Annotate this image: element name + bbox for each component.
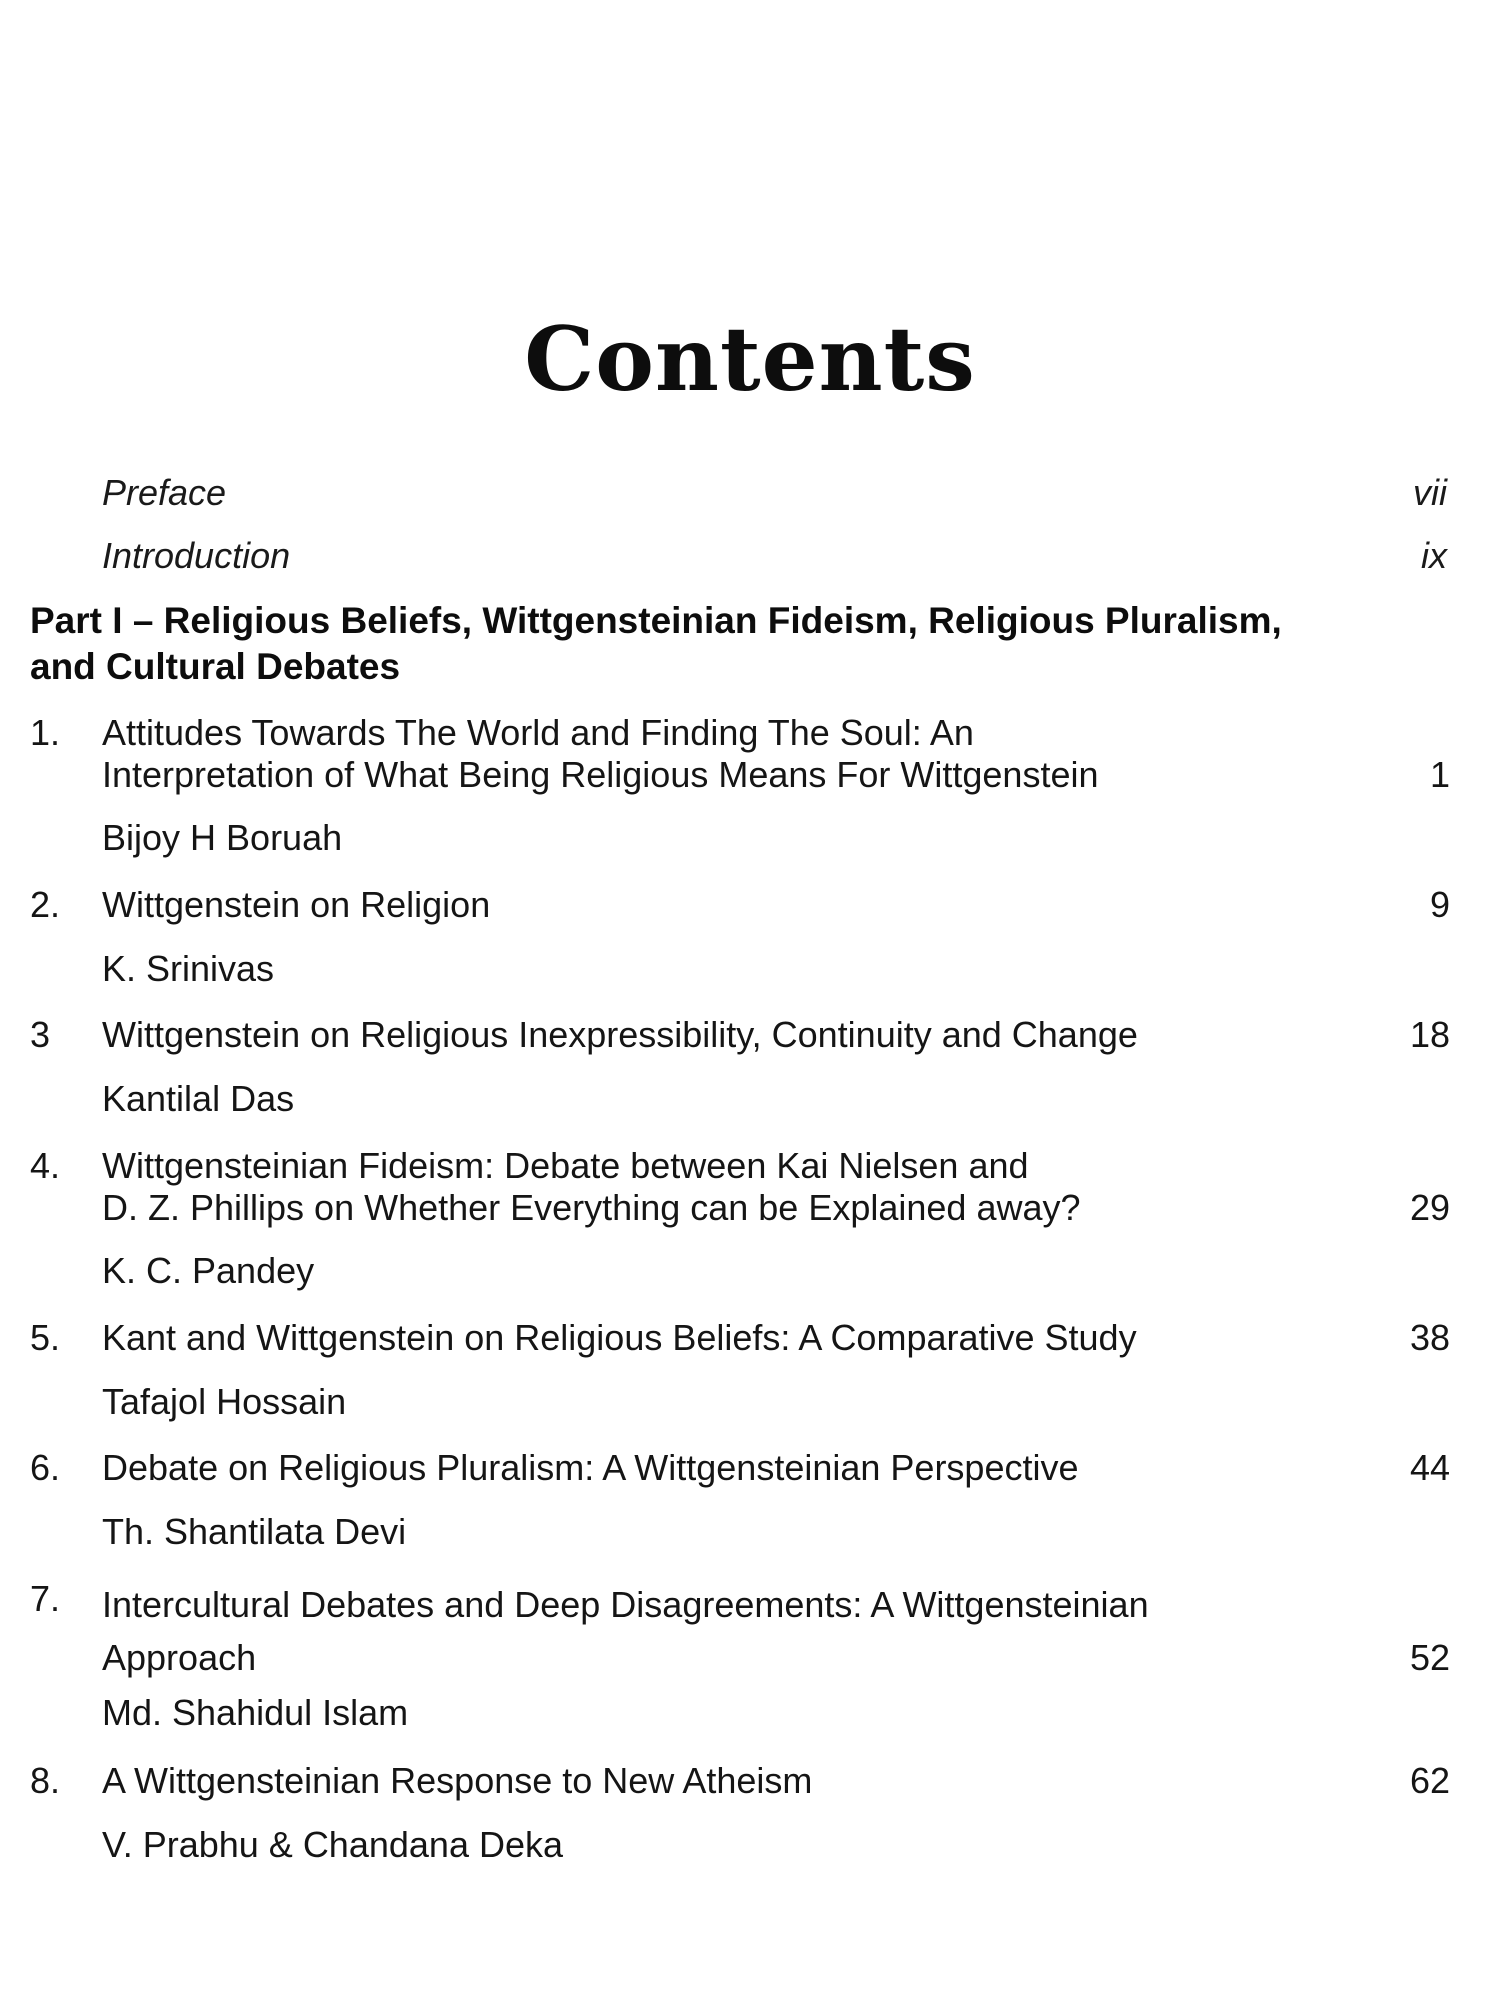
chapter-title	[102, 1760, 1282, 1802]
chapter-title-line: D. Z. Phillips on Whether Everything can be Explained away?	[102, 1187, 1081, 1228]
part-heading-line: Part I – Religious Beliefs, Wittgensteinian Fideism, Religious Pluralism,	[30, 600, 1282, 641]
chapter-title-line: A Wittgensteinian Response to New Atheism	[102, 1760, 813, 1801]
page-title: Contents	[524, 306, 976, 411]
toc-page-number: vii	[1413, 472, 1447, 513]
toc-entry-chapter-4[interactable]	[30, 1145, 1450, 1295]
toc-page-number: 62	[1409, 1760, 1450, 1801]
chapter-number: 5.	[30, 1317, 61, 1358]
chapter-author: Th. Shantilata Devi	[102, 1511, 407, 1552]
chapter-title-line: Debate on Religious Pluralism: A Wittgensteinian Perspective	[102, 1447, 1079, 1488]
chapter-author: Kantilal Das	[102, 1078, 295, 1119]
toc-entry-preface[interactable]	[102, 472, 1447, 514]
toc-page-number: 1	[1429, 754, 1450, 795]
toc-page-number: 38	[1409, 1317, 1450, 1358]
chapter-title-line: Wittgensteinian Fideism: Debate between Kai Nielsen and	[102, 1145, 1029, 1186]
chapter-author: Bijoy H Boruah	[102, 817, 343, 858]
chapter-author: Tafajol Hossain	[102, 1381, 347, 1422]
toc-entry-label: Introduction	[102, 535, 291, 576]
toc-page-number: 9	[1429, 884, 1450, 925]
chapter-title	[102, 1447, 1282, 1489]
chapter-title-line: Interpretation of What Being Religious Means For Wittgenstein	[102, 754, 1099, 795]
toc-entry-chapter-3[interactable]	[30, 1014, 1450, 1124]
toc-page-number: 29	[1409, 1187, 1450, 1228]
chapter-title-line: Wittgenstein on Religion	[102, 884, 491, 925]
toc-entry-chapter-5[interactable]	[30, 1317, 1450, 1427]
chapter-title	[102, 1145, 1282, 1229]
chapter-title-line: Attitudes Towards The World and Finding The Soul: An	[102, 712, 974, 753]
chapter-number: 4.	[30, 1145, 61, 1186]
toc-entry-introduction[interactable]	[102, 535, 1447, 577]
chapter-title-line: Kant and Wittgenstein on Religious Beliefs: A Comparative Study	[102, 1317, 1137, 1358]
toc-entry-chapter-2[interactable]	[30, 884, 1450, 994]
toc-page-number: 52	[1409, 1637, 1450, 1678]
chapter-number: 2.	[30, 884, 61, 925]
toc-entry-chapter-8[interactable]	[30, 1760, 1450, 1870]
chapter-author: Md. Shahidul Islam	[102, 1692, 409, 1733]
chapter-number: 6.	[30, 1447, 61, 1488]
chapter-title	[102, 1014, 1282, 1056]
chapter-title	[102, 1578, 1282, 1684]
chapter-title	[102, 1317, 1282, 1359]
toc-entry-chapter-7[interactable]	[30, 1578, 1450, 1738]
chapter-title-line: Approach	[102, 1637, 257, 1678]
chapter-title-line: Wittgenstein on Religious Inexpressibility, Continuity and Change	[102, 1014, 1138, 1055]
chapter-number: 8.	[30, 1760, 61, 1801]
part-heading-line: and Cultural Debates	[30, 646, 401, 687]
chapter-title	[102, 884, 1282, 926]
chapter-number: 3	[30, 1014, 51, 1055]
chapter-title	[102, 712, 1282, 796]
chapter-author: K. Srinivas	[102, 948, 275, 989]
chapter-author: V. Prabhu & Chandana Deka	[102, 1824, 564, 1865]
toc-page-number: ix	[1421, 535, 1447, 576]
chapter-number: 1.	[30, 712, 61, 753]
toc-entry-label: Preface	[102, 472, 227, 513]
toc-entry-chapter-1[interactable]	[30, 712, 1450, 862]
toc-entry-chapter-6[interactable]	[30, 1447, 1450, 1557]
part-heading	[30, 598, 1480, 690]
chapter-author: K. C. Pandey	[102, 1250, 315, 1291]
chapter-title-line: Intercultural Debates and Deep Disagreements: A Wittgensteinian	[102, 1584, 1149, 1625]
toc-page-number: 18	[1409, 1014, 1450, 1055]
chapter-number: 7.	[30, 1578, 61, 1619]
toc-page-number: 44	[1409, 1447, 1450, 1488]
